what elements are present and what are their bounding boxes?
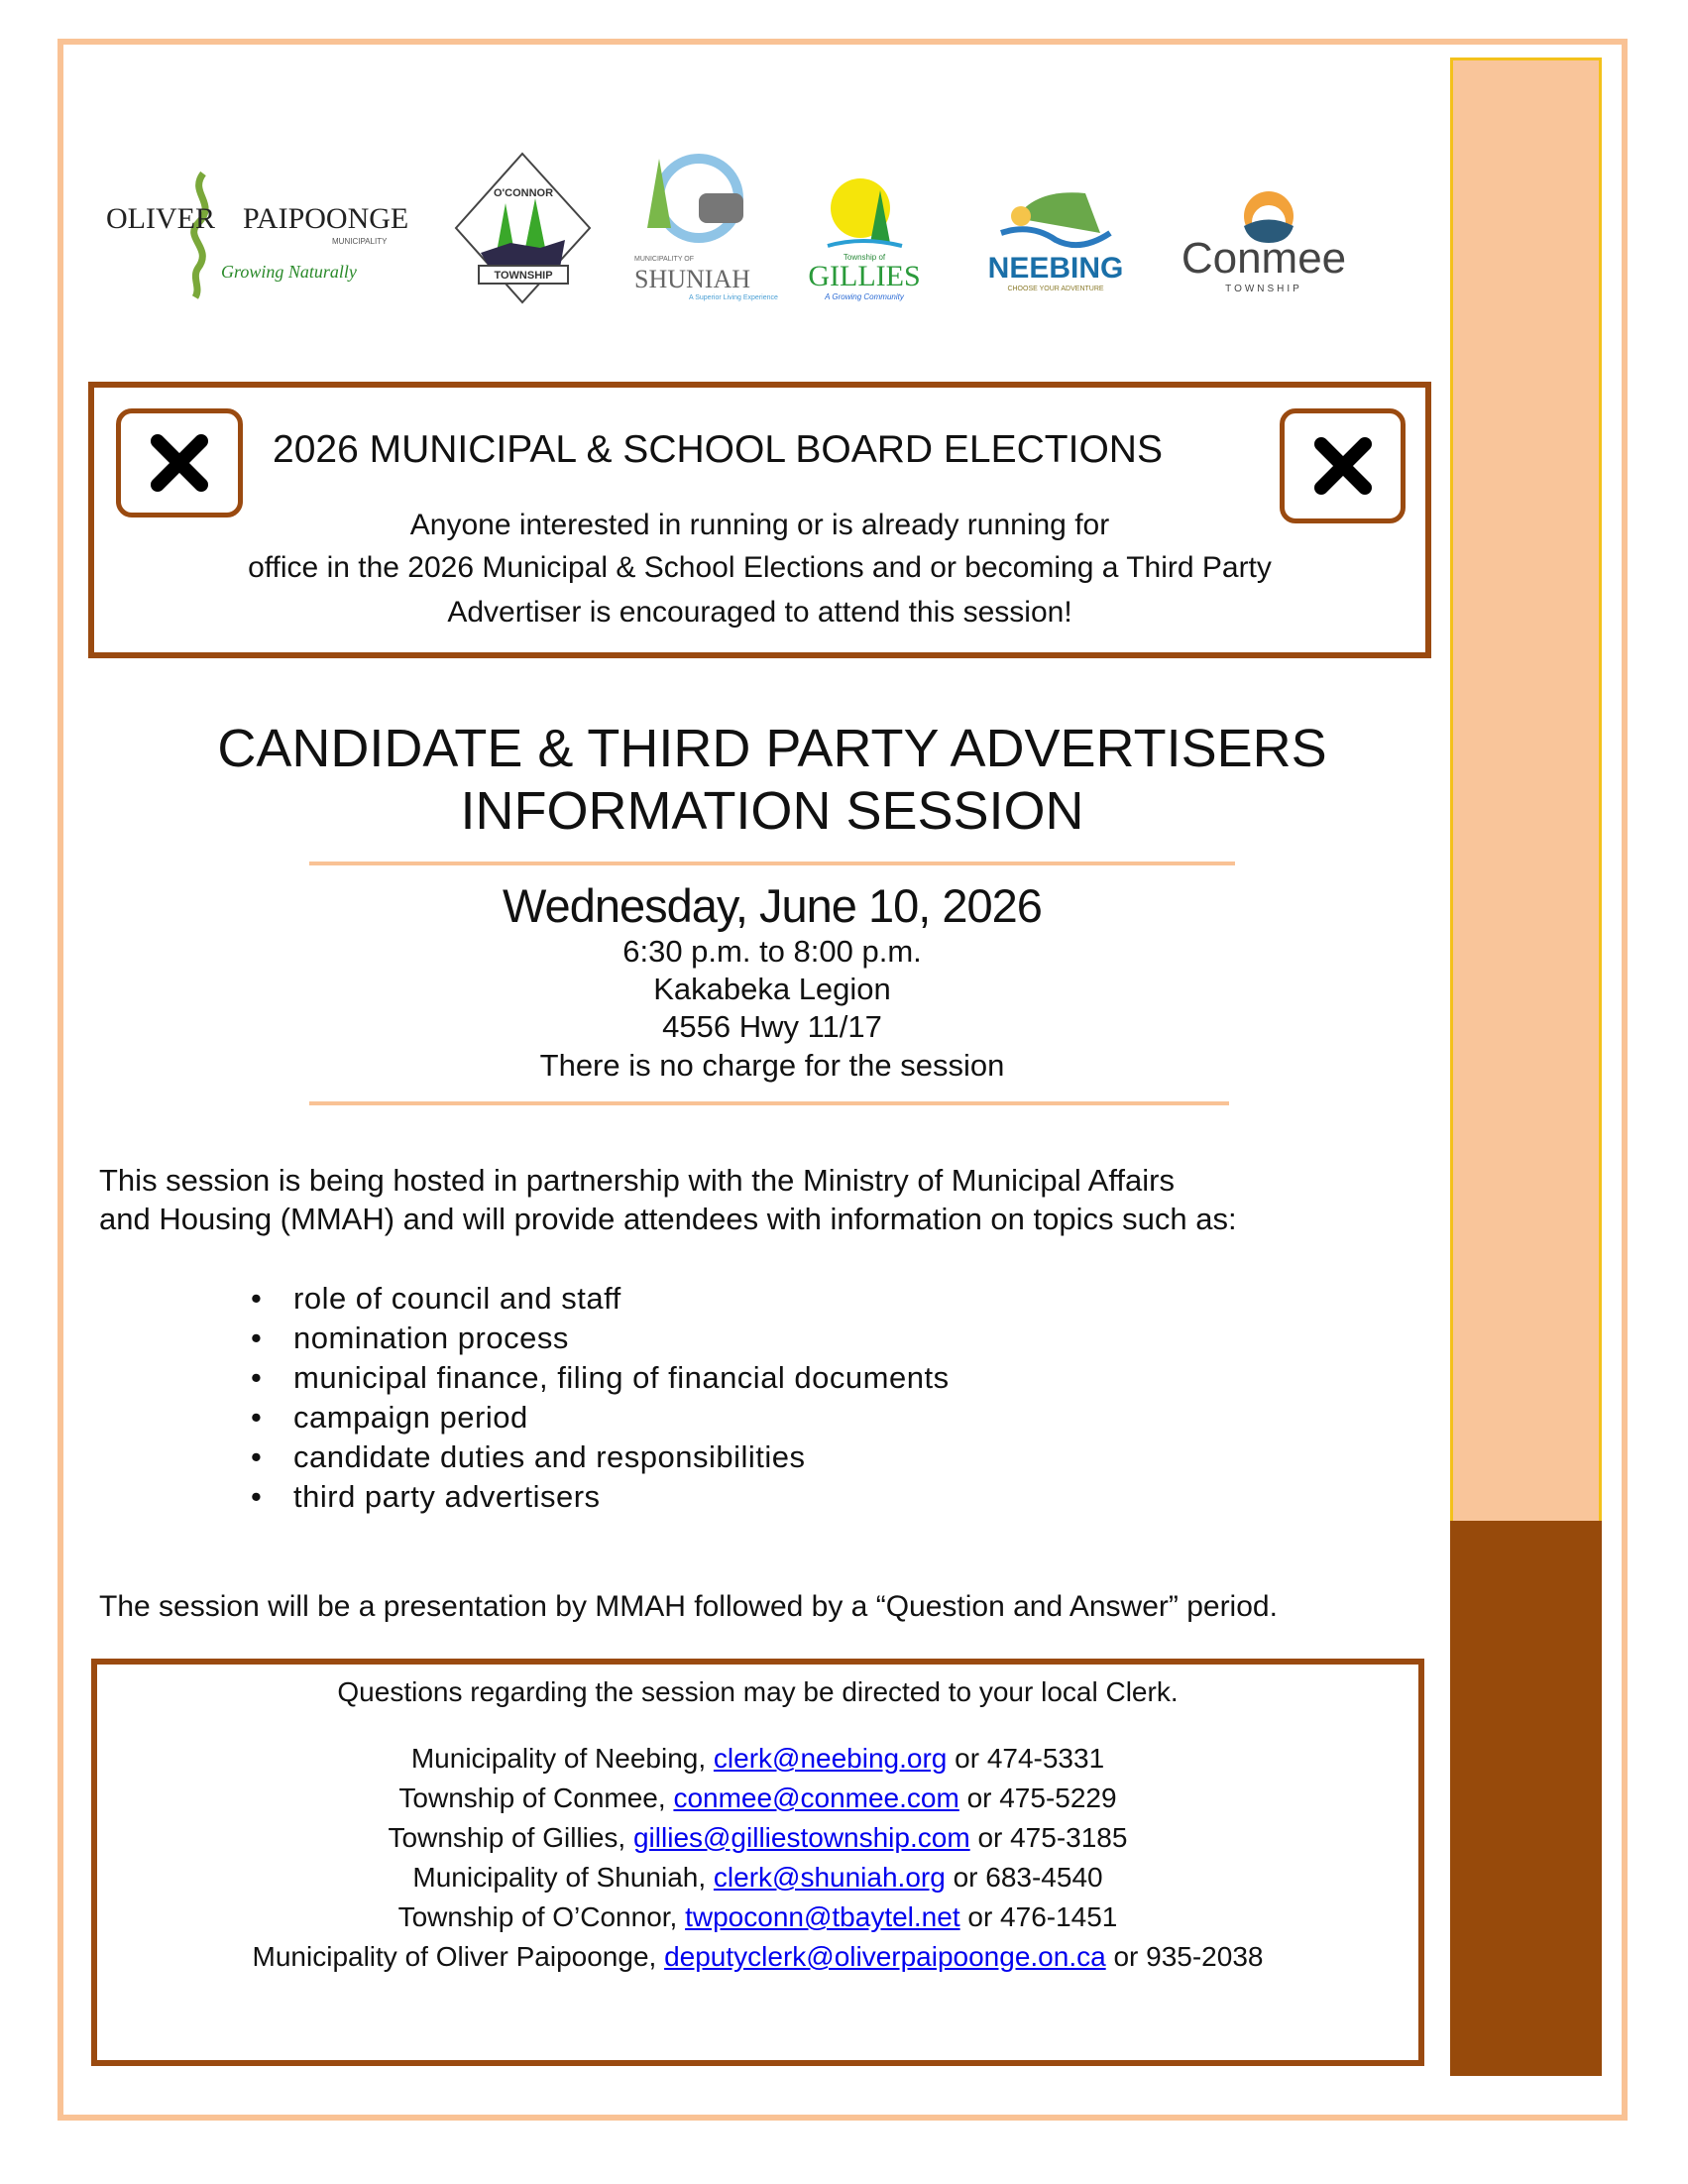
logo-conmee xyxy=(1165,149,1363,307)
svg-text:MUNICIPALITY: MUNICIPALITY xyxy=(332,237,388,246)
contact-row xyxy=(91,1822,1424,1854)
svg-text:TOWNSHIP: TOWNSHIP xyxy=(1225,284,1302,294)
logo-oconnor xyxy=(451,149,595,307)
svg-text:A Superior Living Experience: A Superior Living Experience xyxy=(689,294,778,301)
contact-email-link[interactable]: clerk@neebing.org xyxy=(713,1743,948,1774)
contact-row xyxy=(91,1941,1424,1973)
svg-text:CHOOSE YOUR ADVENTURE: CHOOSE YOUR ADVENTURE xyxy=(1007,286,1104,292)
contact-phone: or 935-2038 xyxy=(1113,1941,1264,1972)
svg-text:Growing Naturally: Growing Naturally xyxy=(221,262,357,282)
sidebar-decoration-top xyxy=(1450,57,1602,1521)
contact-email-link[interactable]: clerk@shuniah.org xyxy=(713,1862,946,1893)
banner-heading: 2026 MUNICIPAL & SCHOOL BOARD ELECTIONS xyxy=(273,428,1163,471)
divider xyxy=(309,1101,1229,1105)
contact-row xyxy=(91,1862,1424,1894)
contact-org: Township of O’Connor, xyxy=(397,1901,678,1932)
page-title-line1: CANDIDATE & THIRD PARTY ADVERTISERS xyxy=(217,719,1327,778)
contact-org: Municipality of Shuniah, xyxy=(412,1862,707,1893)
svg-text:Township of: Township of xyxy=(843,253,886,262)
list-item: • candidate duties and responsibilities xyxy=(251,1437,950,1477)
list-item: • nomination process xyxy=(251,1319,950,1358)
list-item: • role of council and staff xyxy=(251,1279,950,1319)
contact-phone: or 475-3185 xyxy=(977,1822,1128,1853)
contact-phone: or 475-5229 xyxy=(966,1782,1117,1813)
svg-text:OLIVER: OLIVER xyxy=(106,202,215,235)
contact-row xyxy=(91,1743,1424,1775)
logo-neebing xyxy=(986,149,1125,307)
logo-gillies xyxy=(803,149,937,307)
logo-shuniah xyxy=(629,149,778,307)
ballot-x-icon-right xyxy=(1280,408,1406,523)
svg-text:SHUNIAH: SHUNIAH xyxy=(634,265,750,293)
banner-line: Anyone interested in running or is already running for xyxy=(409,509,1110,541)
contact-email-link[interactable]: twpoconn@tbaytel.net xyxy=(685,1901,960,1932)
svg-text:PAIPOONGE: PAIPOONGE xyxy=(243,202,409,235)
list-item: • campaign period xyxy=(251,1398,950,1437)
contact-email-link[interactable]: conmee@conmee.com xyxy=(673,1782,959,1813)
format-note: The session will be a presentation by MMAH followed by a “Question and Answer” period. xyxy=(99,1590,1278,1623)
contact-org: Township of Conmee, xyxy=(398,1782,666,1813)
divider xyxy=(309,862,1235,865)
logo-oliver-paipoonge xyxy=(104,149,409,307)
contact-email-link[interactable]: deputyclerk@oliverpaipoonge.on.ca xyxy=(664,1941,1106,1972)
page-title-line2: INFORMATION SESSION xyxy=(460,781,1084,841)
sidebar-decoration-bottom xyxy=(1450,1521,1602,2076)
svg-text:MUNICIPALITY OF: MUNICIPALITY OF xyxy=(634,256,695,263)
topics-list xyxy=(251,1279,950,1517)
contact-phone: or 476-1451 xyxy=(967,1901,1118,1932)
contact-org: Municipality of Neebing, xyxy=(410,1743,707,1774)
svg-text:O'CONNOR: O'CONNOR xyxy=(493,187,554,199)
svg-text:TOWNSHIP: TOWNSHIP xyxy=(494,270,553,282)
contact-email-link[interactable]: gillies@gilliestownship.com xyxy=(632,1822,970,1853)
svg-text:A Growing Community: A Growing Community xyxy=(825,292,904,301)
contact-row xyxy=(91,1782,1424,1814)
svg-text:GILLIES: GILLIES xyxy=(808,260,921,292)
contacts-intro: Questions regarding the session may be directed to your local Clerk. xyxy=(337,1676,1179,1707)
svg-text:NEEBING: NEEBING xyxy=(987,252,1124,285)
svg-text:Conmee: Conmee xyxy=(1181,234,1347,283)
event-address: 4556 Hwy 11/17 xyxy=(662,1009,882,1044)
contact-org: Municipality of Oliver Paipoonge, xyxy=(252,1941,657,1972)
list-item: • municipal finance, filing of financial documents xyxy=(251,1358,950,1398)
intro-line: and Housing (MMAH) and will provide attendees with information on topics such as: xyxy=(99,1202,1237,1236)
event-time: 6:30 p.m. to 8:00 p.m. xyxy=(622,934,922,969)
contact-phone: or 683-4540 xyxy=(953,1862,1103,1893)
event-date: Wednesday, June 10, 2026 xyxy=(503,879,1042,932)
contact-org: Township of Gillies, xyxy=(388,1822,626,1853)
banner-line: office in the 2026 Municipal & School Elections and or becoming a Third Party xyxy=(248,551,1272,584)
intro-line: This session is being hosted in partnership with the Ministry of Municipal Affairs xyxy=(99,1163,1175,1198)
contact-row xyxy=(91,1901,1424,1933)
ballot-x-icon-left xyxy=(116,408,243,517)
event-venue: Kakabeka Legion xyxy=(653,972,891,1006)
banner-line: Advertiser is encouraged to attend this session! xyxy=(447,596,1072,629)
event-cost: There is no charge for the session xyxy=(539,1048,1005,1083)
contact-phone: or 474-5331 xyxy=(955,1743,1105,1774)
list-item: • third party advertisers xyxy=(251,1477,950,1517)
